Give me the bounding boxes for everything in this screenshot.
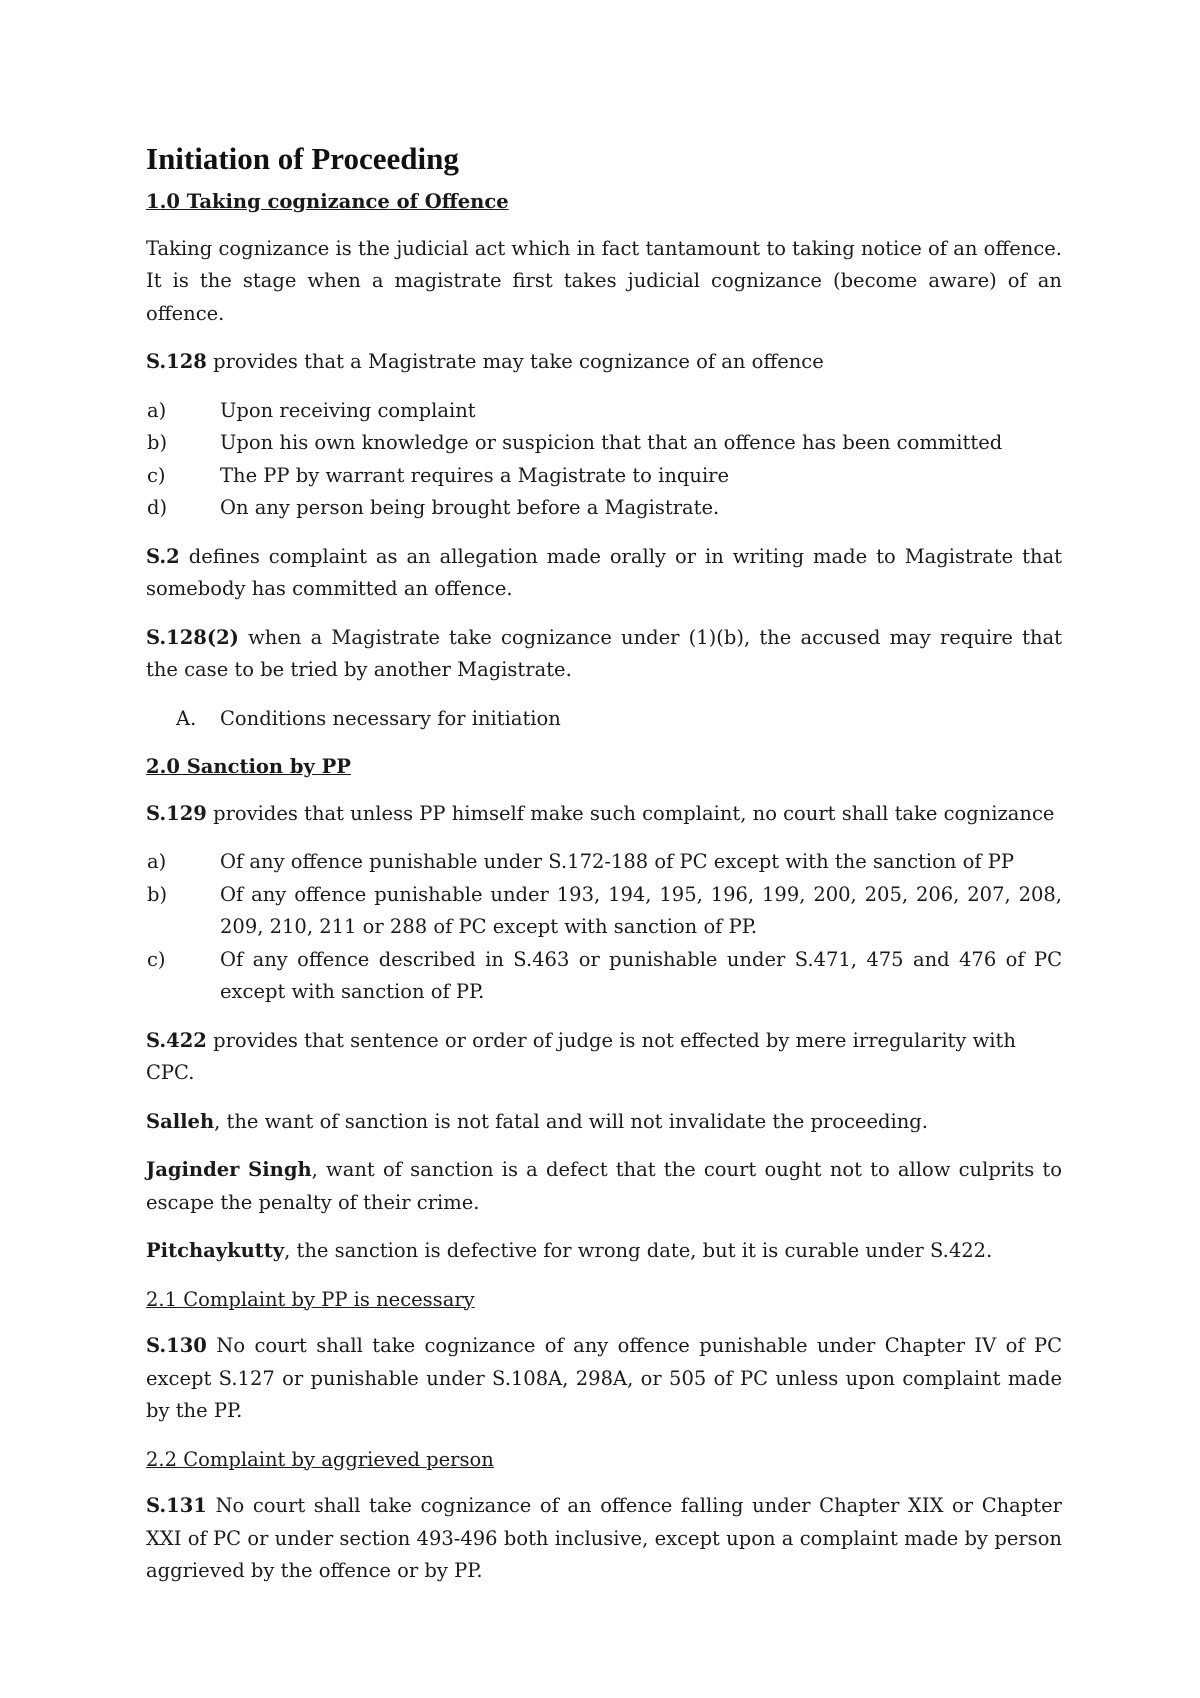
section-heading-2-0: 2.0 Sanction by PP — [146, 755, 351, 778]
paragraph-s128 — [146, 346, 1062, 379]
paragraph-s129 — [146, 798, 1062, 831]
list-text: Upon receiving complaint — [220, 398, 476, 422]
text-jaginder: , want of sanction is a defect that the court ought not to allow culprits to escape the penalty of their crime. — [146, 1158, 1062, 1214]
ref-s131: S.131 — [146, 1494, 207, 1517]
ref-s128: S.128 — [146, 350, 207, 373]
list-item — [146, 879, 1062, 944]
list-text: On any person being brought before a Magistrate. — [220, 496, 720, 519]
ref-s130: S.130 — [146, 1334, 207, 1357]
paragraph-intro: Taking cognizance is the judicial act which in fact tantamount to taking notice of an offence. It is the stage when a magistrate first takes judicial cognizance (become aware) of an offence. — [146, 236, 1062, 325]
list-text: Upon his own knowledge or suspicion that that an offence has been committed — [220, 431, 1003, 454]
list-text: Of any offence punishable under S.172-188 of PC except with the sanction of PP — [220, 850, 1015, 873]
paragraph-s130 — [146, 1330, 1062, 1428]
list-marker: b) — [147, 882, 168, 906]
text-s131: No court shall take cognizance of an offence falling under Chapter XIX or Chapter XXI of PC or under section 493-496 both inclusive, except upon a complaint made by person aggrieved by the offence or by PP. — [146, 1494, 1062, 1582]
text-s2: defines complaint as an allegation made orally or in writing made to Magistrate that somebody has committed an offence. — [146, 544, 1062, 600]
list-text: Of any offence punishable under 193, 194, 195, 196, 199, 200, 205, 206, 207, 208, 209, 210, 211 or 288 of PC except with sanction of PP. — [220, 882, 1062, 938]
case-jaginder-singh: Jaginder Singh — [146, 1158, 312, 1181]
case-salleh: Salleh — [146, 1109, 215, 1133]
list-item — [146, 460, 1062, 493]
paragraph-s422 — [146, 1025, 1062, 1090]
document-title: Initiation of Proceeding — [146, 141, 459, 176]
list-text: Conditions necessary for initiation — [220, 706, 561, 730]
list-item — [146, 395, 1062, 428]
text-s128: provides that a Magistrate may take cognizance of an offence — [206, 350, 824, 373]
list-conditions — [146, 703, 1062, 736]
list-marker: b) — [147, 431, 168, 454]
list-marker: c) — [147, 463, 166, 487]
list-item — [146, 846, 1062, 879]
list-marker: c) — [147, 947, 166, 971]
paragraph-s2 — [146, 541, 1062, 606]
text-s422: provides that sentence or order of judge is not effected by mere irregularity with CPC. — [146, 1028, 1016, 1084]
case-pitchaykutty: Pitchaykutty — [146, 1239, 285, 1262]
section-heading-2-1: 2.1 Complaint by PP is necessary — [146, 1287, 475, 1311]
section-heading-2-2: 2.2 Complaint by aggrieved person — [146, 1447, 494, 1471]
paragraph-pitchaykutty — [146, 1235, 1062, 1268]
list-marker: d) — [147, 496, 168, 519]
list-text: The PP by warrant requires a Magistrate to inquire — [220, 463, 730, 487]
list-item — [146, 492, 1062, 525]
text-s128-2: when a Magistrate take cognizance under (1)(b), the accused may require that the case to be tried by another Magistrate. — [146, 625, 1062, 681]
section-heading-1-0: 1.0 Taking cognizance of Offence — [146, 190, 509, 213]
ref-s129: S.129 — [146, 801, 207, 825]
list-text: Of any offence described in S.463 or punishable under S.471, 475 and 476 of PC except with sanction of PP. — [220, 947, 1062, 1003]
ref-s2: S.2 — [146, 544, 180, 568]
list-marker: A. — [176, 706, 197, 730]
list-item — [146, 427, 1062, 460]
list-marker: a) — [147, 850, 167, 873]
text-pitchaykutty: , the sanction is defective for wrong date, but it is curable under S.422. — [284, 1239, 993, 1262]
paragraph-salleh — [146, 1106, 1062, 1139]
paragraph-s128-2 — [146, 622, 1062, 687]
ref-s422: S.422 — [146, 1028, 207, 1052]
paragraph-jaginder — [146, 1154, 1062, 1219]
document-page — [146, 140, 1062, 1604]
list-item — [146, 944, 1062, 1009]
list-marker: a) — [147, 398, 167, 422]
paragraph-s131 — [146, 1490, 1062, 1588]
ref-s128-2: S.128(2) — [146, 625, 239, 649]
text-s129: provides that unless PP himself make such complaint, no court shall take cognizance — [206, 801, 1055, 825]
list-s129 — [146, 846, 1062, 1009]
text-salleh: , the want of sanction is not fatal and will not invalidate the proceeding. — [214, 1109, 928, 1133]
list-item — [146, 703, 1062, 736]
list-s128 — [146, 395, 1062, 525]
text-s130: No court shall take cognizance of any offence punishable under Chapter IV of PC except S.127 or punishable under S.108A, 298A, or 505 of PC unless upon complaint made by the PP. — [146, 1334, 1062, 1422]
